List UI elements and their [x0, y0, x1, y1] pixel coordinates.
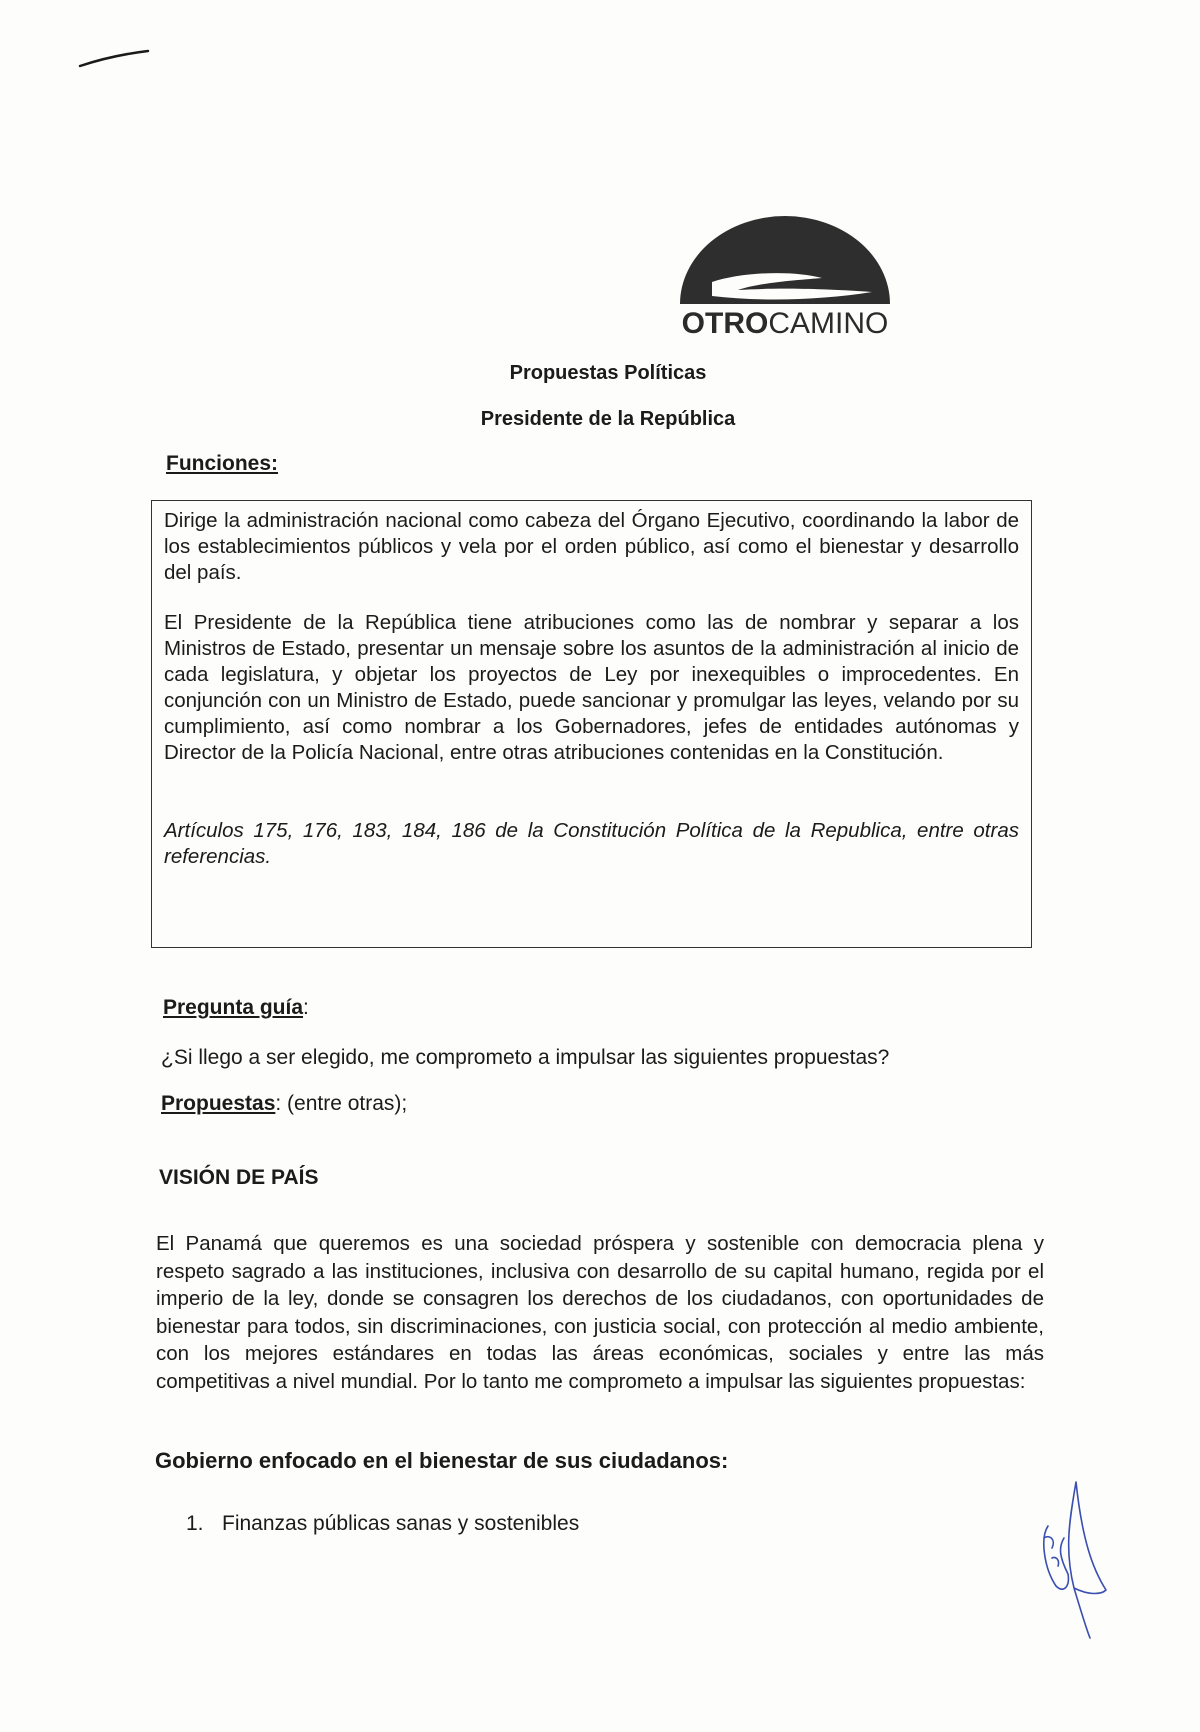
- logo-word-camino: CAMINO: [768, 307, 889, 340]
- list-item-text: Finanzas públicas sanas y sostenibles: [222, 1512, 580, 1535]
- page-subtitle: Presidente de la República: [480, 408, 736, 430]
- logo-arc-icon: [672, 212, 898, 308]
- pregunta-heading: [163, 996, 309, 1020]
- otrocamino-logo: [672, 212, 898, 342]
- funciones-heading: Funciones:: [166, 452, 279, 475]
- funciones-paragraph-1: Dirige la administración nacional como cabeza del Órgano Ejecutivo, coordinando la labor de los establecimientos públicos y vela por el orden público, así como el bienestar y desarrollo del país.: [164, 509, 1019, 584]
- logo-word-otro: OTRO: [681, 307, 769, 340]
- vision-paragraph: El Panamá que queremos es una sociedad próspera y sostenible con democracia plena y respeto sagrado a las instituciones, inclusiva con desarrollo de su capital humano, regida por el imperio de la ley, donde se consagren los derechos de los ciudadanos, con oportunidades de bienestar para todos, sin discriminaciones, con justicia social, con protección al medio ambiente, con los mejores estándares en todas las áreas económicas, sociales y entre las más competitivas a nivel mundial. Por lo tanto me comprometo a impulsar las siguientes propuestas:: [156, 1232, 1044, 1393]
- pregunta-heading-label: Pregunta guía: [163, 996, 304, 1019]
- funciones-box: [151, 500, 1032, 948]
- proposal-list: [186, 1512, 579, 1536]
- page-title: Propuestas Políticas: [509, 362, 707, 384]
- vision-heading: VISIÓN DE PAÍS: [159, 1166, 319, 1189]
- gobierno-heading: Gobierno enfocado en el bienestar de sus ciudadanos:: [155, 1448, 729, 1473]
- funciones-paragraph-2: El Presidente de la República tiene atribuciones como las de nombrar y separar a los Ministros de Estado, presentar un mensaje sobre los asuntos de la administración al inicio de cada legislatura, y objetar los proyectos de Ley por inexequibles o improcedentes. En conjunción con un Ministro de Estado, puede sancionar y promulgar las leyes, velando por su cumplimiento, así como nombrar a los Gobernadores, jefes de entidades autónomas y Director de la Policía Nacional, entre otras atribuciones contenidas en la Constitución.: [164, 611, 1019, 764]
- list-item-number: 1.: [186, 1512, 204, 1535]
- signature: [1030, 1478, 1110, 1642]
- propuestas-heading: [161, 1092, 407, 1116]
- list-item: [186, 1512, 579, 1536]
- funciones-reference: Artículos 175, 176, 183, 184, 186 de la Constitución Política de la Republica, entre otras referencias.: [164, 819, 1019, 868]
- propuestas-heading-suffix: : (entre otras);: [275, 1092, 408, 1115]
- logo-wordmark: [672, 307, 898, 341]
- propuestas-heading-label: Propuestas: [161, 1092, 276, 1115]
- pen-mark: [78, 48, 150, 70]
- pregunta-question: ¿Si llego a ser elegido, me comprometo a impulsar las siguientes propuestas?: [161, 1046, 890, 1069]
- pregunta-heading-colon: :: [303, 996, 309, 1019]
